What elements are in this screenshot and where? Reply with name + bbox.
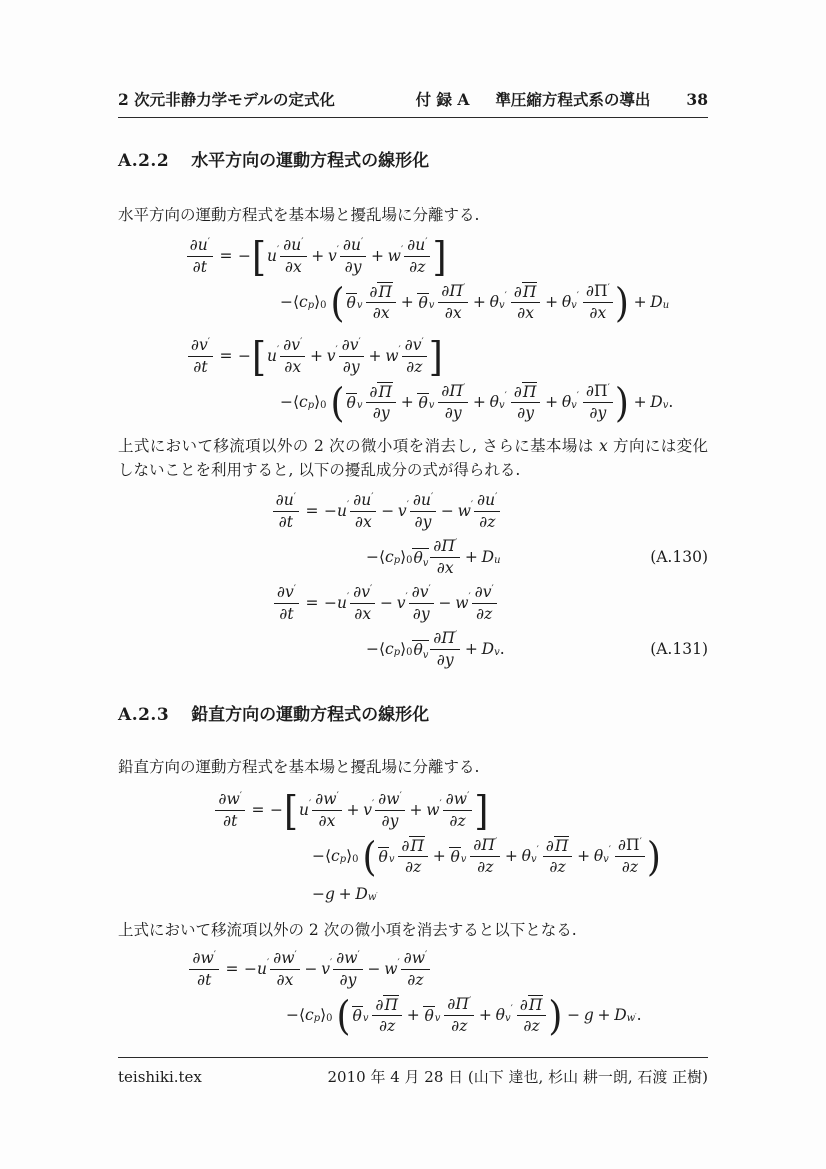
equation-number: (A.131) (650, 640, 708, 659)
section-a23-heading (118, 700, 708, 725)
section-a22-heading (118, 146, 708, 171)
equation-row: −⟨ c p ⟩ 0 $\theta_v$ $\frac{\partial\Pi'}{\partial y}$ + D v . (A.131) (366, 629, 708, 669)
equation-row: −⟨ c p ⟩ 0 ( θ v $\frac{\partial\Pi}{\partial z}$ + θ v $\frac{\partial\Pi'}{\partial z}$ + θ v ′ $\frac{\partial\Pi}{\partial z}$ ) − g + D w′ . (286, 993, 642, 1040)
equation-row: $\frac{\partial w'}{\partial t}$ = − [ u ′ $\frac{\partial w'}{\partial x}$ + v ′ $\frac{\partial w'}{\partial y}$ + w ′ $\frac{\partial w'}{\partial z}$ ] (214, 787, 708, 833)
equation-row: $\frac{\partial u'}{\partial t}$ = − u ′ $\frac{\partial u'}{\partial x}$ − v ′ $\frac{\partial u'}{\partial y}$ − w ′ $\frac{\partial u'}{\partial z}$ (268, 488, 708, 534)
paragraph-1: 水平方向の運動方程式を基本場と擾乱場に分離する. (118, 206, 480, 224)
equation-row: $\frac{\partial u'}{\partial t}$ = − [ u ′ $\frac{\partial u'}{\partial x}$ + v ′ $\frac{\partial u'}{\partial y}$ + w ′ $\frac{\partial u'}{\partial z}$ ] (182, 233, 708, 279)
paragraph-4: 上式において移流項以外の 2 次の微小項を消去すると以下となる. (118, 921, 577, 940)
equation-row: −⟨ c p ⟩ 0 $\theta_v$ $\frac{\partial\Pi'}{\partial x}$ + D u (A.130) (366, 537, 708, 577)
equation-row: −⟨ c p ⟩ 0 ( θ v $\frac{\partial\Pi}{\partial x}$ + θ v $\frac{\partial\Pi'}{\partial x}$ + θ v ′ $\frac{\partial\Pi}{\partial x}$ + θ v ′ $\frac{\partial\Pi'}{\partial x}$ ) + D u (280, 280, 670, 327)
section-a23-title: 鉛直方向の運動方程式の線形化 (191, 705, 430, 726)
section-a23-number: A.2.3 (118, 705, 170, 726)
equation-vertical-full (214, 787, 708, 909)
paragraph-3: 鉛直方向の運動方程式を基本場と擾乱場に分離する. (118, 758, 480, 777)
paragraph-2-text-after: 方向には変化しないことを利用すると, 以下の擾乱成分の式が得られる. (118, 437, 709, 480)
section-a22-number: A.2.2 (118, 151, 170, 171)
section-a22-title: 水平方向の運動方程式の線形化 (191, 151, 430, 171)
inline-math-x: x (598, 437, 608, 456)
equation-row: $\frac{\partial v'}{\partial t}$ = − [ u ′ $\frac{\partial v'}{\partial x}$ + v ′ $\frac{\partial v'}{\partial y}$ + w ′ $\frac{\partial v'}{\partial z}$ ] (182, 333, 708, 379)
page-header (118, 88, 708, 118)
paragraph-2-text-before: 上式において移流項以外の 2 次の微小項を消去し, さらに基本場は (118, 437, 599, 456)
equation-number: (A.130) (650, 548, 708, 567)
equation-row: $\frac{\partial w'}{\partial t}$ = − u ′ $\frac{\partial w'}{\partial x}$ − v ′ $\frac{\partial w'}{\partial y}$ − w ′ $\frac{\partial w'}{\partial z}$ (188, 946, 708, 992)
header-chapter-title: 2 次元非静力学モデルの定式化 (118, 90, 335, 109)
equation-row: −⟨ c p ⟩ 0 ( θ v $\frac{\partial\Pi}{\partial z}$ + θ v $\frac{\partial\Pi'}{\partial z}$ + θ v ′ $\frac{\partial\Pi}{\partial z}$ + θ v ′ $\frac{\partial\Pi'}{\partial z}$ ) (312, 834, 661, 881)
footer-filename: teishiki.tex (118, 1068, 202, 1086)
equation-vertical-perturbation (188, 946, 708, 1038)
equation-horizontal-full (182, 233, 708, 425)
footer-date: 2010 年 4 月 28 日 (山下 達也, 杉山 耕一朗, 石渡 正樹) (327, 1068, 708, 1086)
equation-row: $\frac{\partial v'}{\partial t}$ = − u ′ $\frac{\partial v'}{\partial x}$ − v ′ $\frac{\partial v'}{\partial y}$ − w ′ $\frac{\partial v'}{\partial z}$ (268, 580, 708, 626)
header-page-number: 38 (686, 90, 708, 109)
equation-row: − g + D w′ (312, 885, 378, 904)
paragraph-2 (118, 434, 708, 482)
header-appendix-label: 付 録 A (415, 90, 470, 109)
equation-horizontal-perturbation (268, 488, 708, 672)
page-footer (118, 1057, 708, 1087)
header-appendix-title: 準圧縮方程式系の導出 (495, 90, 651, 109)
equation-row: −⟨ c p ⟩ 0 ( θ v $\frac{\partial\Pi}{\partial y}$ + θ v $\frac{\partial\Pi'}{\partial y}$ + θ v ′ $\frac{\partial\Pi}{\partial y}$ + θ v ′ $\frac{\partial\Pi'}{\partial y}$ ) + D v . (280, 380, 674, 427)
